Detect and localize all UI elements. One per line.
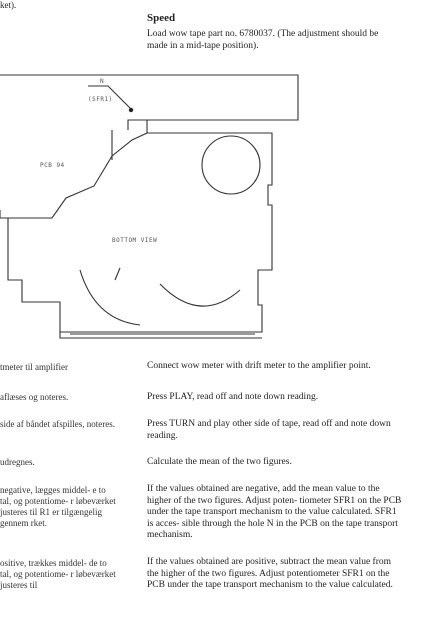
danish-step-5: negative, lægges middel- e to tal, og potentiome- r løbeværket justeres til R1 er tilgængelig gennem rket. — [0, 485, 116, 528]
speed-instructions: Load wow tape part no. 6780037. (The adjustment should be made in a mid-tape position). — [147, 29, 379, 51]
danish-step-3: side af båndet afspilles, noteres. — [0, 419, 115, 429]
english-step-2: Press PLAY, read off and note down reading. — [147, 392, 319, 402]
hole-n-marker — [129, 108, 133, 112]
english-step-4: Calculate the mean of the two figures. — [147, 457, 292, 467]
label-pcb: PCB 94 — [40, 162, 65, 169]
upper-board-outline — [0, 75, 298, 130]
reel-arc-left — [80, 270, 140, 325]
danish-step-1: tmeter til amplifier — [0, 362, 68, 372]
danish-step-6: ositive, trækkes middel- de to tal, og potentiome- r løbeværket justeres til — [0, 558, 116, 590]
reel-arc-mid — [160, 284, 240, 306]
english-step-5: If the values obtained are negative, add the mean value to the higher of the two figures. Adjust poten- tiometer SFR1 on the PCB under the tape transport mechanism to the value calculated. SFR1 is acces- sible through the hole N in the PCB on the tape transport mechanism. — [147, 484, 402, 540]
pcb-outline — [0, 120, 272, 332]
tape-slot — [60, 332, 262, 338]
label-n: N — [100, 78, 105, 85]
english-step-3: Press TURN and play other side of tape, read off and note down reading. — [147, 419, 391, 441]
pcb-bottom-view-diagram — [0, 70, 444, 350]
label-sfr1: (SFR1) — [88, 96, 113, 103]
reel-arc-inner — [115, 268, 120, 280]
capstan-circle — [202, 136, 260, 194]
top-left-fragment: ket). — [0, 0, 17, 10]
label-bottom-view: BOTTOM VIEW — [112, 237, 158, 244]
danish-step-2: aflæses og noteres. — [0, 392, 69, 402]
speed-heading: Speed — [147, 12, 176, 24]
english-step-6: If the values obtained are positive, subtract the mean value from the higher of the two figures. Adjust potentiometer SFR1 on the PCB under the tape transport mechanism to the value calculated. — [147, 557, 393, 590]
english-step-1: Connect wow meter with drift meter to the amplifier point. — [147, 361, 371, 371]
danish-step-4: udregnes. — [0, 457, 35, 467]
